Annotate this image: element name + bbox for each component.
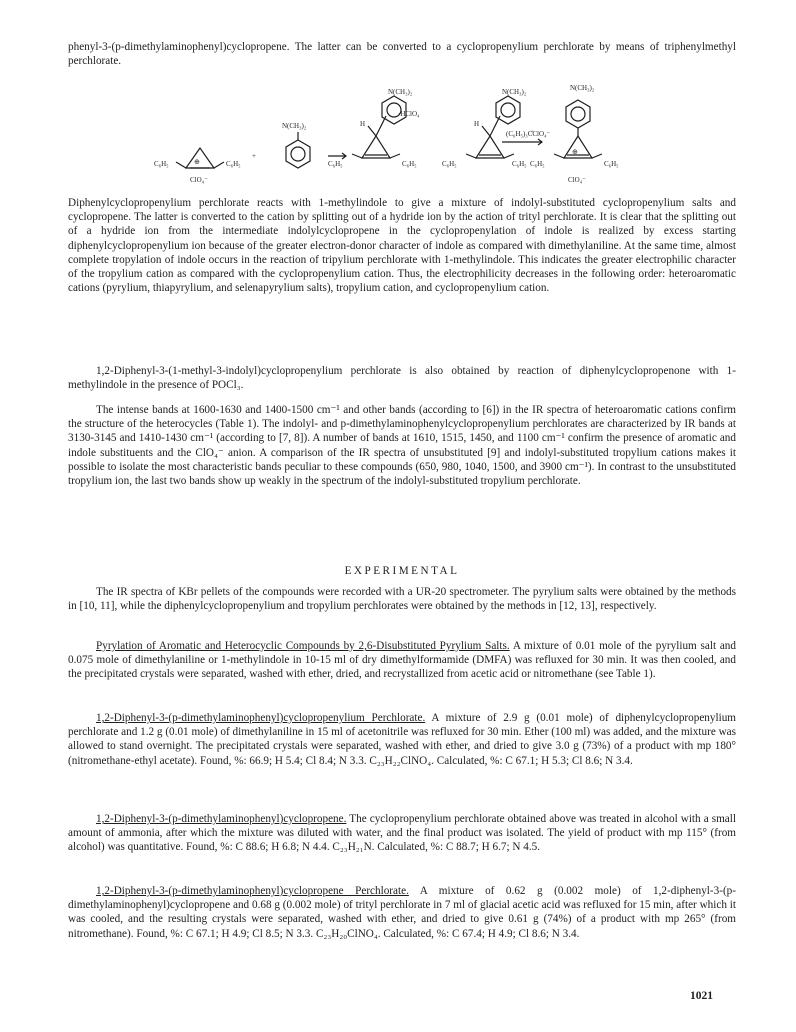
svg-text:H: H <box>474 120 480 128</box>
svg-text:C₆H₅: C₆H₅ <box>604 160 619 168</box>
subsection-title: Pyrylation of Aromatic and Heterocyclic Compounds by 2,6-Disubstituted Pyrylium Salts. <box>96 640 510 652</box>
svg-text:H: H <box>360 120 366 128</box>
paragraph-cyclopropene <box>68 812 736 855</box>
cation-mark-1: ⊕ <box>194 158 200 166</box>
reaction-scheme <box>150 82 670 192</box>
svg-text:C₆H₅: C₆H₅ <box>442 160 457 168</box>
svg-text:C₆H₅: C₆H₅ <box>402 160 417 168</box>
cation-mark-2: ⊕ <box>572 148 578 156</box>
subsection-title: 1,2-Diphenyl-3-(p-dimethylaminophenyl)cyclopropenylium Perchlorate. <box>96 712 426 724</box>
benzene-ring <box>286 140 310 168</box>
paragraph-ir-spectra: The intense bands at 1600-1630 and 1400-1500 cm⁻¹ and other bands (according to [6]) in the IR spectra of heteroaromatic cations confirm the structure of the heterocycles (Table 1). The indolyl- and p-dimethylaminophenylcyclopropenylium perchlorates are characterized by IR bands at 3130-3145 and 1410-1430 cm⁻¹ (according to [7, 8]). A number of bands at 1610, 1515, 1450, and 1100 cm⁻¹ confirm the presence of aromatic and indole substituents and the ClO₄⁻ anion. A comparison of the IR spectra of unsubstituted [9] and indolyl-substituted tropylium cations makes it possible to isolate the most characteristic bands peculiar to these compounds (650, 980, 1040, 1500, and 3900 cm⁻¹). In contrast to the unsubstituted tropylium ion, the last two bands show up weakly in the spectrum of the indolyl-substituted tropylium perchlorate. <box>68 404 736 488</box>
page-number: 1021 <box>690 990 713 1002</box>
svg-text:N(CH₃)₂: N(CH₃)₂ <box>388 88 413 96</box>
svg-text:C₆H₅: C₆H₅ <box>154 160 169 168</box>
paragraph-body: A mixture of 2.9 g (0.01 mole) of diphenylcyclopropenylium perchlorate and 1.2 g (0.01 mole) of dimethylaniline in 15 ml of acetonitrile was refluxed for 30 min. Ether (100 ml) was added, and the mixture was allowed to stand overnight. The precipitated crystals were separated, washed with ether, and dried to give 3.0 g (73%) of a product with mp 180° (nitromethane-ethyl acetate). Found, %: 66.9; H 5.4; Cl 8.4; N 3.3. C₂₃H₂₂ClNO₄. Calculated, %: C 67.1; H 5.3; Cl 8.6; N 3.4. <box>68 712 737 767</box>
paragraph-cyclopropene-perchlorate <box>68 884 736 941</box>
paragraph-indolyl-synthesis: 1,2-Diphenyl-3-(1-methyl-3-indolyl)cyclopropenylium perchlorate is also obtained by reaction of diphenylcyclopropenone with 1-methylindole in the presence of POCl₃. <box>68 365 736 392</box>
svg-text:ClO₄⁻: ClO₄⁻ <box>190 176 208 184</box>
subsection-title: 1,2-Diphenyl-3-(p-dimethylaminophenyl)cyclopropene. <box>96 813 347 825</box>
svg-text:C₆H₅: C₆H₅ <box>226 160 241 168</box>
paragraph-methods: The IR spectra of KBr pellets of the compounds were recorded with a UR-20 spectrometer. The pyrylium salts were obtained by the methods in [10, 11], while the diphenylcyclopropenylium and tropylium perchlorates were obtained by the methods in [12, 13], respectively. <box>68 586 736 613</box>
svg-text:ClO₄⁻: ClO₄⁻ <box>568 176 586 184</box>
paragraph-body: A mixture of 0.62 g (0.002 mole) of 1,2-diphenyl-3-(p-dimethylaminophenyl)cyclopropene and 0.68 g (0.002 mole) of trityl perchlorate in 7 ml of glacial acetic acid was refluxed for 15 min, after which it was cooled, and the resulting crystals were separated, washed with ether, and dried to give 0.61 g (74%) of a product with mp 265° (from nitromethane). Found, %: C 67.1; H 4.9; Cl 8.5; N 3.3. C₂₃H₂₀ClNO₄. Calculated, %: C 67.4; H 4.9; Cl 8.6; N 3.4. <box>68 885 736 940</box>
paragraph-body: The cyclopropenylium perchlorate obtained above was treated in alcohol with a small amount of ammonia, after which the mixture was diluted with water, and the final product was isolated. The yield of product with mp 115° (from alcohol) was quantitative. Found, %: C 88.6; H 6.8; N 4.4. C₂₃H₂₁N. Calculated, %: C 88.7; H 6.7; N 4.5. <box>68 813 736 854</box>
svg-text:·HClO₄: ·HClO₄ <box>398 110 420 118</box>
svg-text:C₆H₅: C₆H₅ <box>512 160 527 168</box>
paragraph-body: A mixture of 0.01 mole of the pyrylium salt and 0.075 mole of dimethylaniline or 1-methylindole in 10-15 ml of dry dimethylformamide (DMFA) was refluxed for 30 min. It was then cooled, and the precipitated crystals were separated, washed with ether, dried, and recrystallized from acetic acid or nitromethane (see Table 1). <box>68 640 736 681</box>
trityl-reagent-label: (C₆H₅)₃C̊ClO₄⁻ <box>506 130 551 138</box>
paragraph-intro: phenyl-3-(p-dimethylaminophenyl)cyclopropene. The latter can be converted to a cyclopropenylium perchlorate by means of triphenylmethyl perchlorate. <box>68 41 736 68</box>
cyclopropenylium-ring <box>186 148 214 168</box>
section-heading-experimental: EXPERIMENTAL <box>344 565 460 577</box>
svg-text:N(CH₃)₂: N(CH₃)₂ <box>282 122 307 130</box>
paragraph-pyrylation <box>68 639 736 682</box>
aromatic-circle <box>291 147 305 161</box>
svg-text:N(CH₃)₂: N(CH₃)₂ <box>570 84 595 92</box>
plus-sign: + <box>252 152 256 160</box>
paragraph-cyclopropenylium-perchlorate <box>68 711 736 768</box>
paragraph-electrophilicity: Diphenylcyclopropenylium perchlorate reacts with 1-methylindole to give a mixture of indolyl-substituted cyclopropenylium salts and cyclopropene. The latter is converted to the cation by splitting out of a hydride ion by the action of trityl perchlorate. It is clear that the splitting out of a hydride ion from the intermediate indolylcyclopropene in the cyclopropenylation of indole is realized by excess starting diphenylcyclopropenylium ion because of the greater electron-donor character of indole as compared with dimethylaniline. At the same time, almost complete tropylation of indole occurs in the reaction of tripylium perchlorate with 1-methylindole. This indicates the greater electrophilic character of the tropylium cation as compared with the cyclopropenylium cation. Thus, the electrophilicity decreases in the following order: heteroaromatic cations (pyrylium, thiapyrylium, and selenapyrylium salts), tropylium cation, and cyclopropenylium cation. <box>68 197 736 295</box>
subsection-title: 1,2-Diphenyl-3-(p-dimethylaminophenyl)cyclopropene Perchlorate. <box>96 885 409 897</box>
svg-text:N(CH₃)₂: N(CH₃)₂ <box>502 88 527 96</box>
svg-text:C₆H₅: C₆H₅ <box>530 160 545 168</box>
svg-text:C₆H₅: C₆H₅ <box>328 160 343 168</box>
